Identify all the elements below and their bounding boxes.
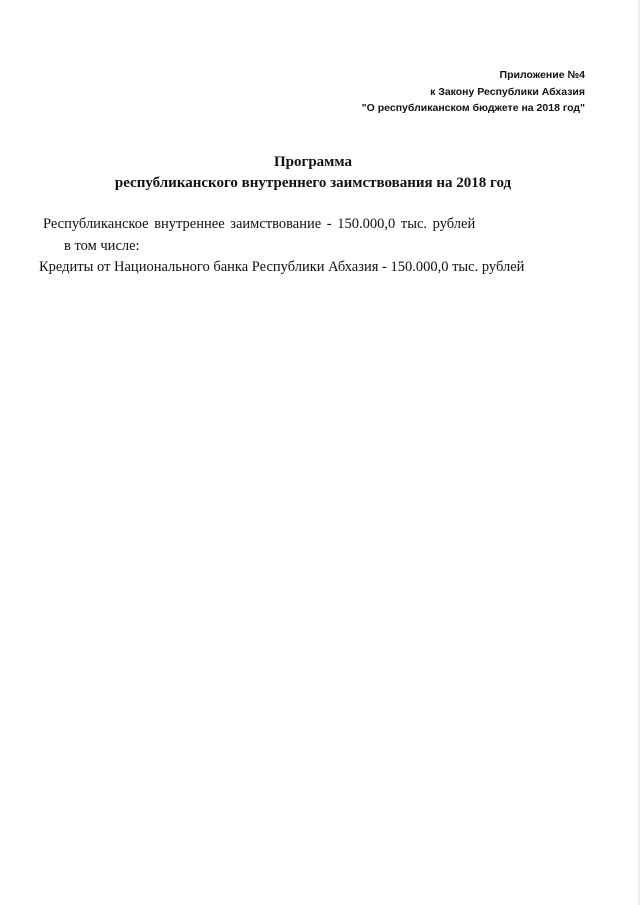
appendix-law-title: "О республиканском бюджете на 2018 год" (361, 102, 585, 114)
appendix-number: Приложение №4 (499, 69, 585, 81)
total-borrowing-line: Республиканское внутреннее заимствование - 150.000,0 тыс. рублей (43, 216, 476, 232)
including-label: в том числе: (64, 238, 140, 254)
title-line-subject: республиканского внутреннего заимствования на 2018 год (114, 175, 512, 191)
appendix-header (362, 67, 585, 117)
document-title (0, 152, 626, 194)
appendix-law-reference: к Закону Республики Абхазия (430, 85, 585, 98)
national-bank-credit-line: Кредиты от Национального банка Республики Абхазия - 150.000,0 тыс. рублей (39, 259, 525, 275)
title-line-program: Программа (274, 154, 352, 170)
